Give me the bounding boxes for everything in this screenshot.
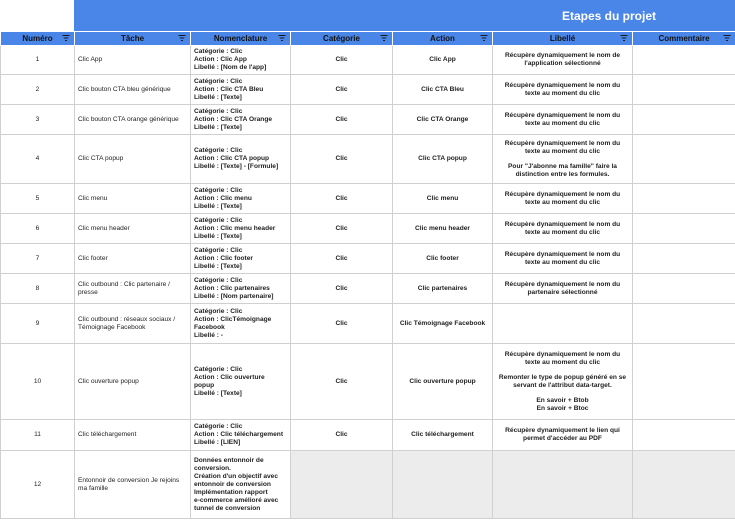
cell-line: tunnel de conversion [194,504,261,512]
cell-line [496,156,629,163]
cell-line: popup [194,381,215,389]
cell-line: texte au moment du clic [524,89,601,97]
cell-numero[interactable]: 8 [1,274,75,304]
cell-line: Création d'un objectif avec [194,472,279,480]
cell-numero[interactable]: 9 [1,304,75,344]
cell-line: Catégorie : Clic [194,48,243,55]
cell-numero[interactable]: 2 [1,75,75,105]
cell-action[interactable]: Clic CTA Orange [393,105,493,135]
filter-icon[interactable] [480,34,488,42]
cell-line [496,390,629,397]
cell-line: Action : ClicTémoignage [194,315,272,323]
cell-line: Remonter le type de popup généré en se [498,373,627,381]
cell-tache[interactable]: Entonnoir de conversion Je rejoins ma famille [75,451,191,519]
cell-commentaire[interactable] [633,451,735,519]
cell-libelle[interactable] [493,274,633,304]
filter-icon[interactable] [620,34,628,42]
cell-categorie[interactable]: Clic [291,304,393,344]
cell-line: Catégorie : Clic [194,186,243,194]
cell-line: Action : Clic menu [194,194,252,202]
cell-line: Libellé : - [194,331,223,339]
cell-nomenclature[interactable] [191,304,291,344]
cell-line: l'application sélectionné [524,60,601,67]
cell-line: Récupère dynamiquement le nom du [504,280,621,288]
cell-line: e-commerce amélioré avec [194,496,279,504]
cell-commentaire[interactable] [633,105,735,135]
cell-line: En savoir + Btob [536,396,589,404]
cell-line: Action : Clic CTA Orange [194,115,273,123]
cell-action[interactable]: Clic CTA Bleu [393,75,493,105]
cell-line: permet d'accéder au PDF [523,435,602,442]
cell-nomenclature[interactable] [191,214,291,244]
cell-line: texte au moment du clic [524,258,601,266]
cell-numero[interactable]: 3 [1,105,75,135]
cell-numero[interactable]: 12 [1,451,75,519]
cell-line: Action : Clic App [194,56,247,63]
table-row [1,304,735,344]
table-row [1,46,735,75]
cell-action[interactable]: Clic footer [393,244,493,274]
cell-line: texte au moment du clic [524,119,601,127]
cell-line: Action : Clic ouverture [194,373,265,381]
cell-line: Données entonnoir de [194,456,264,464]
cell-line: Action : Clic téléchargement [194,431,284,438]
cell-line: Catégorie : Clic [194,216,243,224]
cell-commentaire[interactable] [633,274,735,304]
cell-libelle[interactable] [493,420,633,451]
cell-commentaire[interactable] [633,244,735,274]
cell-line: Catégorie : Clic [194,423,243,430]
cell-line: texte au moment du clic [524,198,601,206]
cell-line: Pour "J'abonne ma famille" faire la [508,162,617,170]
cell-tache[interactable]: Clic menu [75,184,191,214]
cell-libelle[interactable] [493,135,633,184]
cell-commentaire[interactable] [633,420,735,451]
cell-line: Catégorie : Clic [194,77,243,85]
table-row [1,420,735,451]
cell-categorie[interactable]: Clic [291,274,393,304]
cell-line: Récupère dynamiquement le nom du [504,111,621,119]
cell-line: En savoir + Btoc [536,404,589,412]
cell-libelle[interactable] [493,244,633,274]
cell-tache[interactable]: Clic menu header [75,214,191,244]
cell-nomenclature[interactable] [191,244,291,274]
column-header-label: Commentaire [658,34,710,43]
cell-numero[interactable]: 6 [1,214,75,244]
cell-action[interactable]: Clic CTA popup [393,135,493,184]
cell-line: Libellé : [Nom de l'app] [194,64,267,71]
cell-categorie[interactable]: Clic [291,135,393,184]
cell-action[interactable]: Clic ouverture popup [393,344,493,420]
cell-tache[interactable]: Clic téléchargement [75,420,191,451]
cell-line: Récupère dynamiquement le nom du [504,220,621,228]
cell-libelle[interactable] [493,184,633,214]
cell-line: Récupère dynamiquement le nom du [504,190,621,198]
banner-title: Etapes du projet [561,9,656,23]
cell-numero[interactable]: 1 [1,46,75,75]
cell-line: Libellé : [Texte] - [Formule] [194,163,279,170]
column-header-action[interactable] [393,32,493,46]
column-header-label: Nomenclature [213,34,268,43]
cell-line: Action : Clic menu header [194,224,276,232]
cell-line: Action : Clic CTA Bleu [194,85,264,93]
column-header-row [1,32,735,46]
project-banner [74,0,735,31]
table-body [1,46,735,519]
cell-line: distinction entre les formules. [515,170,610,178]
cell-line [496,367,629,374]
cell-tache[interactable]: Clic footer [75,244,191,274]
cell-categorie[interactable]: Clic [291,105,393,135]
column-header-label: Action [430,34,455,43]
cell-line: entonnoir de conversion [194,480,271,488]
sheet-corner [0,0,74,31]
cell-numero[interactable]: 7 [1,244,75,274]
cell-line: Récupère dynamiquement le lien qui [505,427,620,434]
column-header-numero[interactable] [1,32,75,46]
cell-libelle[interactable] [493,46,633,75]
cell-tache[interactable]: Clic App [75,46,191,75]
cell-commentaire[interactable] [633,46,735,75]
table-row [1,344,735,420]
cell-line: texte au moment du clic [524,147,601,155]
column-header-label: Tâche [120,34,145,43]
tracking-plan-table [0,31,735,519]
cell-tache[interactable]: Clic ouverture popup [75,344,191,420]
cell-action[interactable]: Clic partenaires [393,274,493,304]
cell-commentaire[interactable] [633,75,735,105]
cell-line: texte au moment du clic [524,358,601,366]
cell-tache[interactable]: Clic outbound : réseaux sociaux / Témoignage Facebook [75,304,191,344]
cell-numero[interactable]: 10 [1,344,75,420]
column-header-commentaire[interactable] [633,32,735,46]
cell-line: texte au moment du clic [524,228,601,236]
table-row [1,244,735,274]
cell-commentaire[interactable] [633,304,735,344]
column-header-libelle[interactable] [493,32,633,46]
cell-commentaire[interactable] [633,184,735,214]
cell-action[interactable]: Clic téléchargement [393,420,493,451]
table-row [1,214,735,244]
cell-nomenclature[interactable] [191,75,291,105]
cell-nomenclature[interactable] [191,420,291,451]
table-row [1,184,735,214]
filter-icon[interactable] [278,34,286,42]
filter-icon[interactable] [62,34,70,42]
cell-nomenclature[interactable] [191,105,291,135]
cell-line: Libellé : [Texte] [194,262,242,270]
cell-categorie[interactable]: Clic [291,214,393,244]
cell-categorie[interactable]: Clic [291,46,393,75]
cell-action[interactable]: Clic menu header [393,214,493,244]
cell-libelle[interactable] [493,344,633,420]
column-header-nomenclature[interactable] [191,32,291,46]
cell-line: Implémentation rapport [194,488,268,496]
cell-nomenclature[interactable] [191,451,291,519]
cell-line: Libellé : [Texte] [194,389,242,397]
cell-line: Action : Clic CTA popup [194,155,270,162]
column-header-tache[interactable] [75,32,191,46]
cell-categorie[interactable]: Clic [291,344,393,420]
cell-commentaire[interactable] [633,135,735,184]
cell-libelle[interactable] [493,451,633,519]
cell-categorie[interactable] [291,451,393,519]
cell-line: Catégorie : Clic [194,107,243,115]
cell-line: Catégorie : Clic [194,365,243,373]
cell-categorie[interactable]: Clic [291,184,393,214]
cell-categorie[interactable]: Clic [291,420,393,451]
cell-action[interactable]: Clic Témoignage Facebook [393,304,493,344]
cell-libelle[interactable] [493,75,633,105]
cell-nomenclature[interactable] [191,274,291,304]
cell-line: partenaire sélectionné [527,288,598,296]
cell-line: Catégorie : Clic [194,307,243,315]
filter-icon[interactable] [380,34,388,42]
table-row [1,135,735,184]
cell-line: Récupère dynamiquement le nom du [504,139,621,147]
column-header-label: Catégorie [323,34,360,43]
cell-line: conversion. [194,464,232,472]
cell-numero[interactable]: 5 [1,184,75,214]
cell-categorie[interactable]: Clic [291,244,393,274]
cell-line: Facebook [194,323,225,331]
cell-tache[interactable]: Clic CTA popup [75,135,191,184]
cell-line: Récupère dynamiquement le nom du [504,81,621,89]
cell-line: Libellé : [Texte] [194,202,242,210]
cell-line: Récupère dynamiquement le nom du [504,350,621,358]
cell-line: Libellé : [Texte] [194,232,242,240]
cell-libelle[interactable] [493,304,633,344]
table-row [1,75,735,105]
cell-numero[interactable]: 11 [1,420,75,451]
cell-tache[interactable]: Clic outbound : Clic partenaire / presse [75,274,191,304]
cell-line: Libellé : [Texte] [194,123,242,131]
filter-icon[interactable] [723,34,731,42]
cell-tache[interactable]: Clic bouton CTA orange générique [75,105,191,135]
cell-tache[interactable]: Clic bouton CTA bleu générique [75,75,191,105]
cell-commentaire[interactable] [633,344,735,420]
cell-line: Libellé : [LIEN] [194,439,241,446]
cell-line: Récupère dynamiquement le nom du [504,250,621,258]
cell-line: Catégorie : Clic [194,147,243,154]
cell-categorie[interactable]: Clic [291,75,393,105]
cell-line: Récupère dynamiquement le nom de [504,52,621,59]
cell-line: Libellé : [Texte] [194,93,242,101]
column-header-categorie[interactable] [291,32,393,46]
cell-action[interactable]: Clic menu [393,184,493,214]
cell-line: Action : Clic footer [194,254,253,262]
cell-action[interactable]: Clic App [393,46,493,75]
table-row [1,451,735,519]
cell-line: Catégorie : Clic [194,276,243,284]
cell-libelle[interactable] [493,214,633,244]
cell-nomenclature[interactable] [191,46,291,75]
column-header-label: Libellé [549,34,576,43]
filter-icon[interactable] [178,34,186,42]
cell-commentaire[interactable] [633,214,735,244]
column-header-label: Numéro [22,34,53,43]
cell-nomenclature[interactable] [191,135,291,184]
cell-line: Action : Clic partenaires [194,284,270,292]
cell-nomenclature[interactable] [191,344,291,420]
table-row [1,274,735,304]
cell-line: servant de l'attribut data-target. [513,381,612,389]
table-row [1,105,735,135]
cell-numero[interactable]: 4 [1,135,75,184]
cell-line: Catégorie : Clic [194,246,243,254]
cell-action[interactable] [393,451,493,519]
cell-line: Libellé : [Nom partenaire] [194,292,274,300]
cell-nomenclature[interactable] [191,184,291,214]
cell-libelle[interactable] [493,105,633,135]
